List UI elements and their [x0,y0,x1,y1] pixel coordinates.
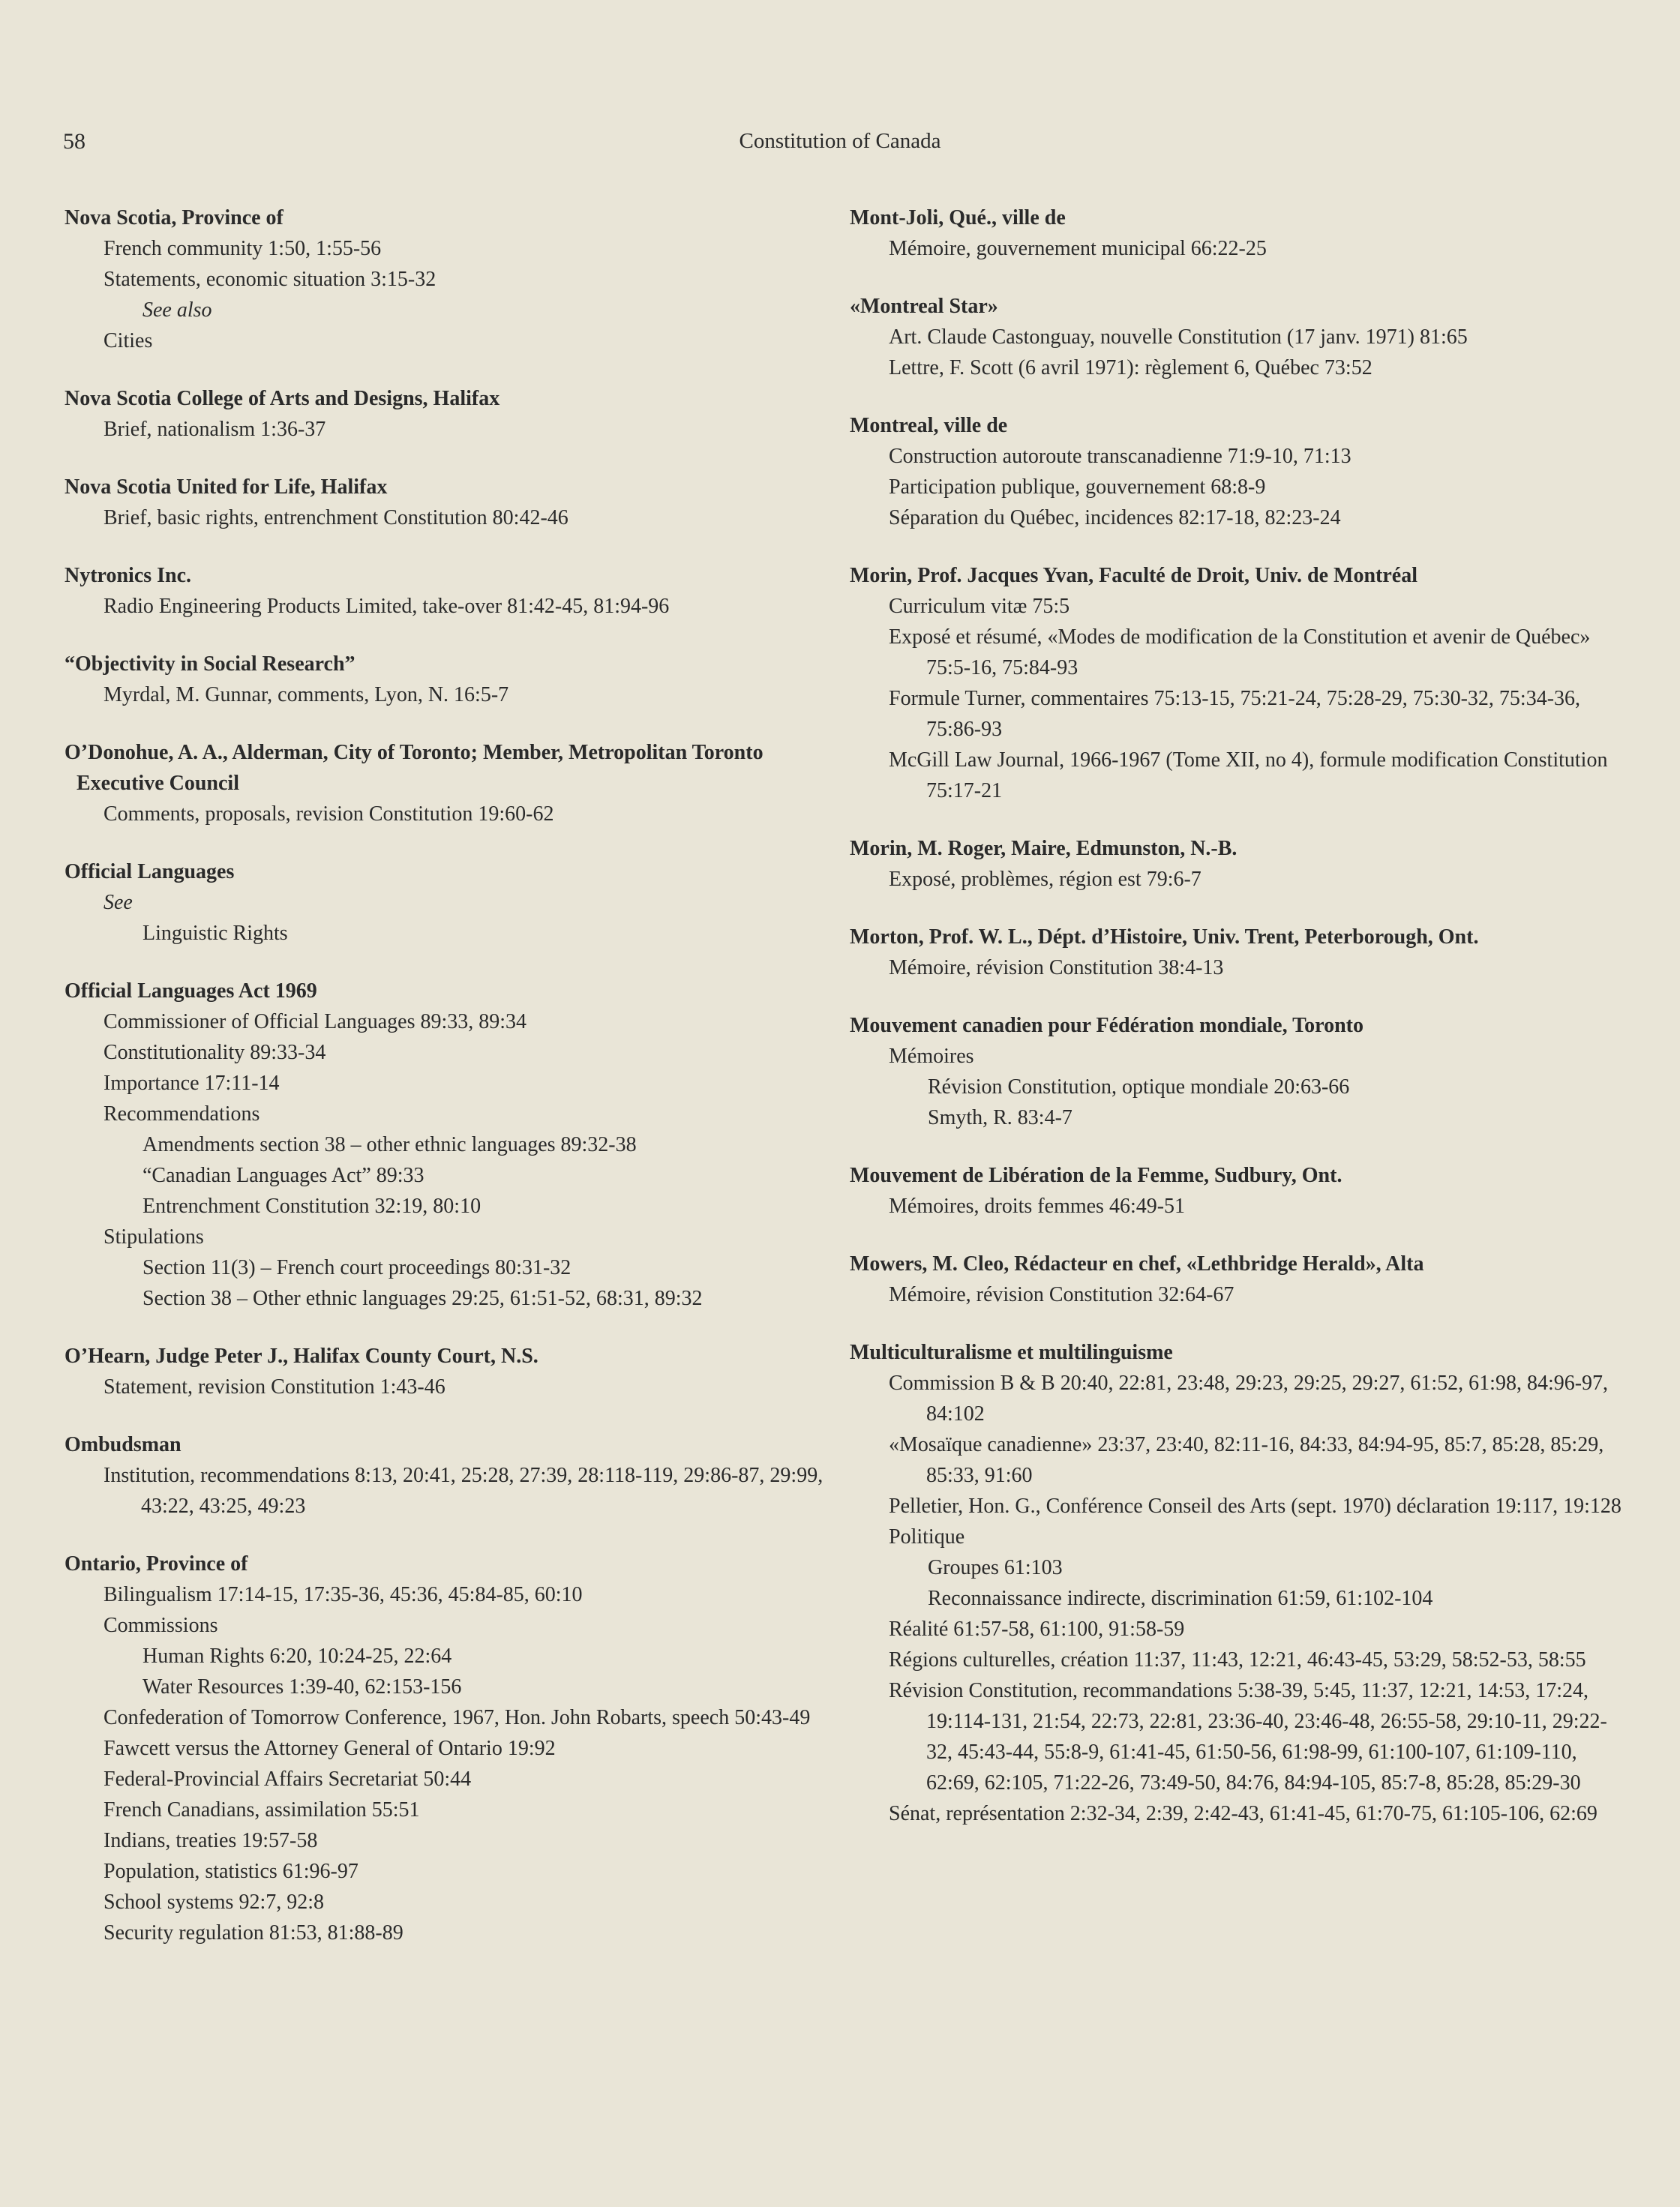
subentry: Fawcett versus the Attorney General of Ontario 19:92 [104,1737,556,1760]
subentry: Exposé, problèmes, région est 79:6-7 [889,868,1202,891]
subentry: Commissions [104,1614,218,1637]
index-entry [64,472,826,533]
cross-reference: See [104,891,133,914]
subentry: Mémoires, droits femmes 46:49-51 [889,1195,1186,1218]
subentry: Brief, nationalism 1:36-37 [104,418,326,441]
entry-heading: O’Donohue, A. A., Alderman, City of Toronto; Member, Metropolitan Toronto Executive Council [64,741,764,795]
subentry: School systems 92:7, 92:8 [104,1891,325,1914]
subentry: Mémoires [889,1045,974,1068]
subentry: Brief, basic rights, entrenchment Constitution 80:42-46 [104,506,568,529]
subentry: Formule Turner, commentaires 75:13-15, 75:21-24, 75:28-29, 75:30-32, 75:34-36, 75:86-93 [889,687,1581,741]
index-entry [64,202,826,356]
entry-heading: Nova Scotia United for Life, Halifax [64,475,388,499]
entry-heading: Mowers, M. Cleo, Rédacteur en chef, «Lethbridge Herald», Alta [850,1252,1424,1276]
subentry: Curriculum vitæ 75:5 [889,595,1070,618]
subentry: Groupes 61:103 [928,1556,1063,1579]
index-entry [850,1249,1622,1310]
subentry: Cities [104,329,153,352]
entry-heading: Montreal, ville de [850,414,1008,437]
subentry: “Canadian Languages Act” 89:33 [142,1164,424,1187]
index-entry [64,649,826,710]
entry-heading: Morin, M. Roger, Maire, Edmunston, N.-B. [850,837,1238,860]
index-entry [850,1160,1622,1222]
entry-heading: Mont-Joli, Qué., ville de [850,206,1066,229]
subentry: Water Resources 1:39-40, 62:153-156 [142,1675,462,1699]
subentry: Statements, economic situation 3:15-32 [104,268,436,291]
subentry: Participation publique, gouvernement 68:8-9 [889,475,1266,499]
subentry: Mémoire, gouvernement municipal 66:22-25 [889,237,1267,260]
cross-reference: See also [142,298,212,322]
subentry: Radio Engineering Products Limited, take-over 81:42-45, 81:94-96 [104,595,670,618]
subentry: Pelletier, Hon. G., Conférence Conseil des Arts (sept. 1970) déclaration 19:117, 19:128 [889,1495,1622,1518]
subentry: Confederation of Tomorrow Conference, 1967, Hon. John Robarts, speech 50:43-49 [104,1706,811,1729]
subentry: Mémoire, révision Constitution 32:64-67 [889,1283,1234,1306]
index-entry [64,1429,826,1522]
subentry: Séparation du Québec, incidences 82:17-18, 82:23-24 [889,506,1341,529]
subentry: Stipulations [104,1225,204,1249]
subentry: Security regulation 81:53, 81:88-89 [104,1921,404,1945]
index-entry [64,1341,826,1402]
subentry: Myrdal, M. Gunnar, comments, Lyon, N. 16:5-7 [104,683,509,706]
subentry: Exposé et résumé, «Modes de modification de la Constitution et avenir de Québec» 75:5-16, 75:84-93 [889,625,1591,679]
subentry: Recommendations [104,1102,260,1126]
subentry: Statement, revision Constitution 1:43-46 [104,1375,446,1399]
subentry: French Canadians, assimilation 55:51 [104,1798,420,1822]
index-entry [64,976,826,1314]
subentry: Constitutionality 89:33-34 [104,1041,326,1064]
index-entry [850,1337,1622,1829]
entry-heading: Morin, Prof. Jacques Yvan, Faculté de Droit, Univ. de Montréal [850,564,1418,587]
page-header [63,129,1617,159]
subentry: Révision Constitution, recommandations 5:38-39, 5:45, 11:37, 12:21, 14:53, 17:24, 19:114-131, 21:54, 22:73, 22:81, 23:36-40, 23:46-48, 26:55-58, 29:10-11, 29:22-32, 45:43-44, 55:8-9, 61:41-45, 61:50-56, 61:98-99, 61:100-107, 61:109-110, 62:69, 62:105, 71:22-26, 73:49-50, 84:76, 84:94-105, 85:7-8, 85:28, 85:29-30 [889,1679,1607,1795]
index-entry [850,410,1622,533]
subentry: Institution, recommendations 8:13, 20:41, 25:28, 27:39, 28:118-119, 29:86-87, 29:99, 43:22, 43:25, 49:23 [104,1464,824,1518]
index-entry [850,291,1622,383]
entry-heading: «Montreal Star» [850,295,998,318]
index-column-left [64,202,826,1975]
subentry: Politique [889,1525,965,1549]
index-entry [64,737,826,829]
subentry: Art. Claude Castonguay, nouvelle Constitution (17 janv. 1971) 81:65 [889,325,1468,349]
entry-heading: Mouvement canadien pour Fédération mondiale, Toronto [850,1014,1364,1037]
index-entry [850,833,1622,895]
index-column-right [850,202,1622,1856]
subentry: French community 1:50, 1:55-56 [104,237,382,260]
subentry: Indians, treaties 19:57-58 [104,1829,318,1852]
subentry: Amendments section 38 – other ethnic languages 89:32-38 [142,1133,637,1156]
subentry: Construction autoroute transcanadienne 71:9-10, 71:13 [889,445,1352,468]
running-title: Constitution of Canada [739,129,941,153]
index-entry [850,1010,1622,1133]
entry-heading: Ontario, Province of [64,1552,248,1576]
entry-heading: Nova Scotia College of Arts and Designs, Halifax [64,387,500,410]
subentry: Comments, proposals, revision Constitution 19:60-62 [104,802,554,826]
entry-heading: Official Languages [64,860,235,883]
index-entry [850,560,1622,806]
subentry: Smyth, R. 83:4-7 [928,1106,1072,1129]
index-entry [850,922,1622,983]
entry-heading: O’Hearn, Judge Peter J., Halifax County Court, N.S. [64,1345,538,1368]
subentry: Reconnaissance indirecte, discrimination 61:59, 61:102-104 [928,1587,1433,1610]
subentry: Commissioner of Official Languages 89:33, 89:34 [104,1010,527,1033]
subentry: Human Rights 6:20, 10:24-25, 22:64 [142,1645,452,1668]
index-entry [64,856,826,949]
subentry: Bilingualism 17:14-15, 17:35-36, 45:36, 45:84-85, 60:10 [104,1583,583,1606]
subentry: Federal-Provincial Affairs Secretariat 50:44 [104,1768,472,1791]
subentry: Linguistic Rights [142,922,288,945]
entry-heading: Ombudsman [64,1433,182,1456]
entry-heading: Morton, Prof. W. L., Dépt. d’Histoire, Univ. Trent, Peterborough, Ont. [850,925,1479,949]
index-entry [64,560,826,622]
subentry: Section 38 – Other ethnic languages 29:25, 61:51-52, 68:31, 89:32 [142,1287,703,1310]
subentry: Régions culturelles, création 11:37, 11:43, 12:21, 46:43-45, 53:29, 58:52-53, 58:55 [889,1648,1586,1672]
subentry: Révision Constitution, optique mondiale 20:63-66 [928,1075,1350,1099]
index-entry [64,1549,826,1948]
entry-heading: Official Languages Act 1969 [64,979,317,1003]
entry-heading: Nytronics Inc. [64,564,192,587]
subentry: Réalité 61:57-58, 61:100, 91:58-59 [889,1618,1185,1641]
subentry: Mémoire, révision Constitution 38:4-13 [889,956,1224,979]
page-number: 58 [63,129,86,154]
subentry: Population, statistics 61:96-97 [104,1860,358,1883]
subentry: Importance 17:11-14 [104,1072,280,1095]
subentry: «Mosaïque canadienne» 23:37, 23:40, 82:11-16, 84:33, 84:94-95, 85:7, 85:28, 85:29, 85:33, 91:60 [889,1433,1604,1487]
subentry: Entrenchment Constitution 32:19, 80:10 [142,1195,482,1218]
subentry: Lettre, F. Scott (6 avril 1971): règlement 6, Québec 73:52 [889,356,1372,379]
subentry: Section 11(3) – French court proceedings 80:31-32 [142,1256,572,1279]
entry-heading: Multiculturalisme et multilinguisme [850,1341,1173,1364]
entry-heading: “Objectivity in Social Research” [64,652,356,676]
entry-heading: Mouvement de Libération de la Femme, Sudbury, Ont. [850,1164,1342,1187]
index-entry [850,202,1622,264]
entry-heading: Nova Scotia, Province of [64,206,284,229]
subentry: Commission B & B 20:40, 22:81, 23:48, 29:23, 29:25, 29:27, 61:52, 61:98, 84:96-97, 84:102 [889,1372,1609,1426]
subentry: Sénat, représentation 2:32-34, 2:39, 2:42-43, 61:41-45, 61:70-75, 61:105-106, 62:69 [889,1802,1598,1825]
subentry: McGill Law Journal, 1966-1967 (Tome XII, no 4), formule modification Constitution 75:17-21 [889,748,1608,802]
index-entry [64,383,826,445]
